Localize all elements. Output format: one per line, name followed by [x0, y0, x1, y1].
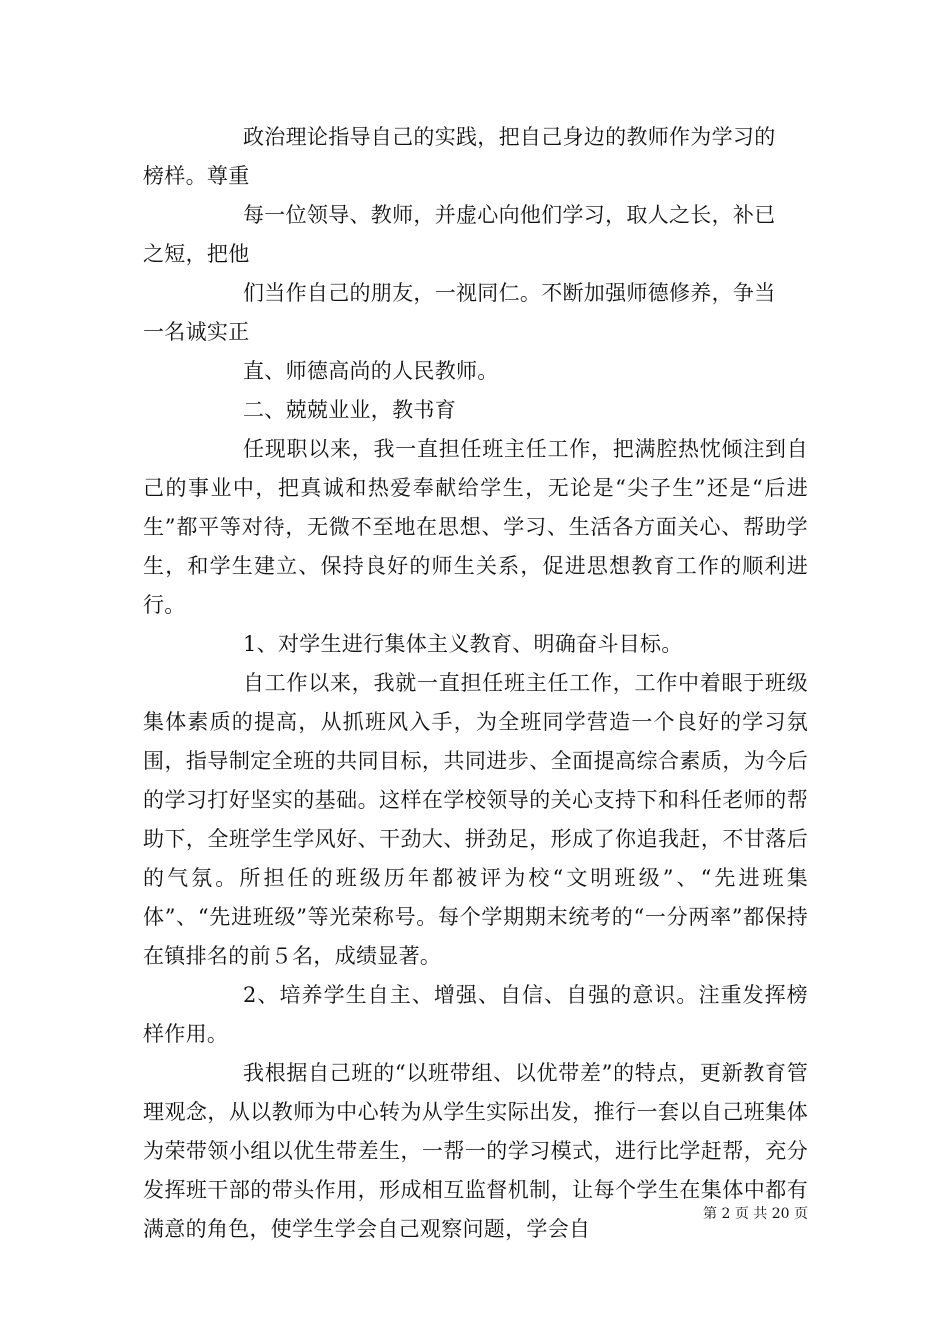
- text-line: 政治理论指导自己的实践，把自己身边的教师作为学习的: [243, 125, 776, 149]
- paragraph: 1、对学生进行集体主义教育、明确奋斗目标。: [243, 632, 683, 656]
- text-line: 们当作自己的朋友，一视同仁。不断加强师德修养，争当: [243, 281, 776, 305]
- text-line: 一名诚实正: [143, 320, 250, 344]
- paragraph: 自工作以来，我就一直担任班主任工作，工作中着眼于班级集体素质的提高，从抓班风入手，为全班同学营造一个良好的学习氛围，指导制定全班的共同目标，共同进步、全面提高综合素质，为今后的学习打好坚实的基础。这样在学校领导的关心支持下和科任老师的帮助下，全班学生学风好、干劲大、拼劲足，形成了你追我赶，不甘落后的气氛。所担任的班级历年都被评为校“文明班级”、“先进班集体”、“先进班级”等光荣称号。每个学期期末统考的“一分两率”都保持在镇排名的前５名，成绩显著。: [143, 671, 808, 968]
- text-line: 直、师德高尚的人民教师。: [243, 359, 499, 383]
- text-line: 榜样。尊重: [143, 164, 250, 188]
- page-footer: 第 2 页 共 20 页: [703, 1206, 808, 1222]
- paragraph: 任现职以来，我一直担任班主任工作，把满腔热忱倾注到自己的事业中，把真诚和热爱奉献给学生，无论是“尖子生”还是“后进生”都平等对待，无微不至地在思想、学习、生活各方面关心、帮助学生，和学生建立、保持良好的师生关系，促进思想教育工作的顺利进行。: [143, 437, 808, 617]
- paragraph: 2、培养学生自主、增强、自信、自强的意识。注重发挥榜样作用。: [143, 983, 808, 1046]
- document-body: [143, 118, 808, 1249]
- text-line: 之短，把他: [143, 242, 250, 266]
- text-line: 每一位领导、教师，并虚心向他们学习，取人之长，补已: [243, 203, 776, 227]
- paragraph: 我根据自己班的“以班带组、以优带差”的特点，更新教育管理观念，从以教师为中心转为从学生实际出发，推行一套以自己班集体为荣带领小组以优生带差生，一帮一的学习模式，进行比学赶帮，充分发挥班干部的带头作用，形成相互监督机制，让每个学生在集体中都有满意的角色，使学生学会自己观察问题，学会自: [143, 1061, 808, 1241]
- section-heading: 二、兢兢业业，教书育: [243, 398, 456, 422]
